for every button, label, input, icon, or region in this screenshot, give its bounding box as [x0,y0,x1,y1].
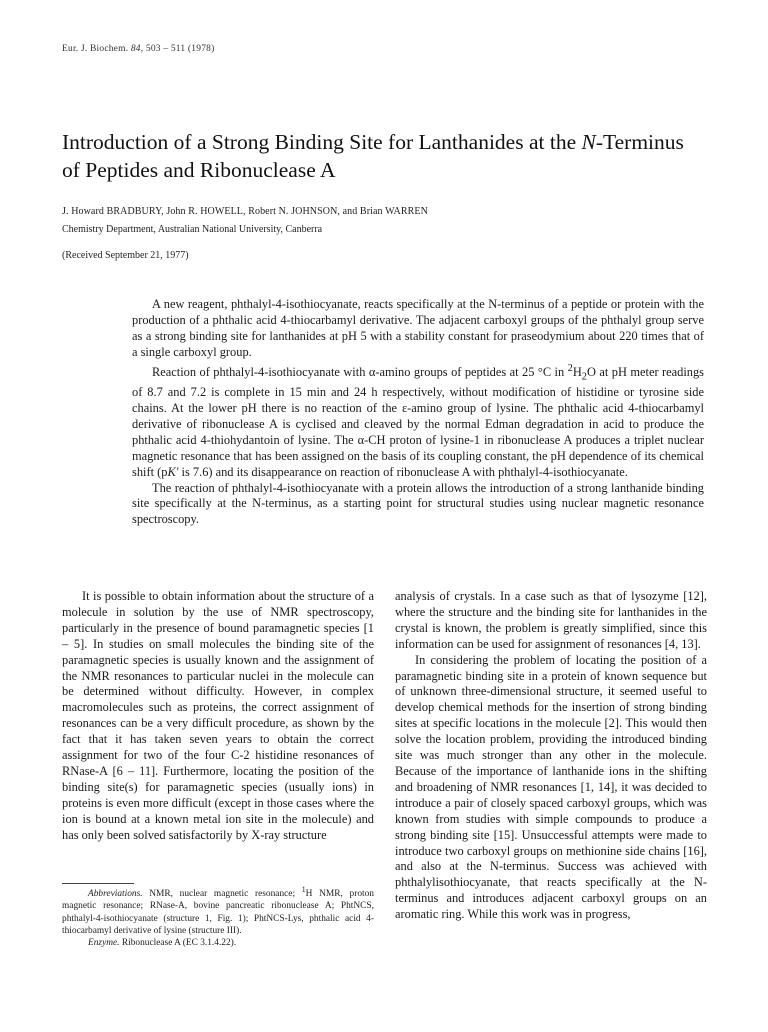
abstract-paragraph-1: A new reagent, phthalyl-4-isothiocyanate, reacts specifically at the N-terminus of a peptide or protein with the production of a phthalic acid 4-thiocarbamyl derivative. The adjacent carboxyl groups of the phthalyl group serve as a strong binding site for lanthanides at pH 5 with a stability constant for praseodymium about 220 times that of a single carboxyl group. [132,297,704,359]
abbreviations-text-a: NMR, nuclear magnetic resonance; [142,889,302,900]
hydrogen-symbol: H [572,364,582,379]
isotope-superscript: 2 [567,362,573,374]
body-paragraph-1: It is possible to obtain information about the structure of a molecule in solution by the use of NMR spectroscopy, particularly in the presence of bound paramagnetic species [1 – 5]. In studies on small molecules the binding site of the paramagnetic species is usually known and the assignment of the NMR resonances to particular nuclei in the molecule can be determined without difficulty. However, in complex macromolecules such as proteins, the correct assignment of resonances can be a very difficult procedure, as shown by the fact that it has taken seven years to obtain the correct assignment for two of the four C-2 histidine resonances of RNase-A [6 – 11]. Furthermore, locating the position of the binding site(s) for paramagnetic species (usually ions) in proteins is even more difficult (except in those cases where the ion is bound at a known metal ion site in the molecule) and has only been solved satisfactorily by X-ray structure [62,589,374,842]
proton-superscript: 1 [301,885,306,894]
paper-title [62,128,702,184]
body-paragraph-continued: analysis of crystals. In a case such as that of lysozyme [12], where the structure and the binding site for lanthanides in the crystal is known, the problem is greatly simplified, since this information can be used for assignment of resonances [4, 13]. [395,589,707,651]
title-part-2: -Terminus of Peptides and Ribonuclease A [62,130,684,182]
abstract-paragraph-2 [132,361,704,481]
water-subscript: 2 [581,371,587,383]
abstract-p2-text-a: Reaction of phthalyl-4-isothiocyanate with α-amino groups of peptides at 25 °C in [152,364,568,379]
footnotes [62,884,374,950]
title-part-1: Introduction of a Strong Binding Site for Lanthanides at the [62,130,582,154]
body-paragraph-2: In considering the problem of locating the position of a paramagnetic binding site in a protein of known sequence but of unknown three-dimensional structure, it seemed useful to develop chemical methods for the insertion of strong binding sites at specific locations in the molecule [2]. This would then solve the location problem, providing the introduced binding site was much stronger than any other in the molecule. Because of the importance of lanthanide ions in the shifting and broadening of NMR resonances [1, 14], it was decided to introduce a pair of closely spaced carboxyl groups, which was known from studies with simple compounds to produce a strong binding site [15]. Unsuccessful attempts were made to introduce two carboxyl groups on methionine side chains [16], and also at the N-terminus. Success was achieved with phthalylisothiocyanate, that reacts specifically at the N-terminus and introduces adjacent carboxyl groups on an aromatic ring. While this work was in progress, [395,652,707,922]
abstract-paragraph-3: The reaction of phthalyl-4-isothiocyanate with a protein allows the introduction of a strong lanthanide binding site specifically at the N-terminus, as a starting point for structural studies using nuclear magnetic resonance spectroscopy. [132,480,704,527]
abbreviations-footnote [62,884,374,937]
abstract [132,297,704,528]
abbreviations-text-b: H NMR, proton magnetic resonance; RNase-A, bovine pancreatic ribonuclease A; PhtNCS, phthalyl-4-isothiocyanate (structure 1, Fig. 1); PhtNCS-Lys, phthalic acid 4-thiocarbamyl derivative of lysine (structure III). [62,889,374,937]
journal-volume: 84, [130,44,144,54]
journal-pages: 503 – 511 (1978) [143,44,215,54]
affiliation: Chemistry Department, Australian National University, Canberra [62,224,323,235]
title-n-italic: N [581,130,596,154]
received-date: (Received September 21, 1977) [62,250,189,261]
abstract-p2-text-c: is 7.6) and its disappearance on reaction of ribonuclease A with phthalyl-4-isothiocyanate. [178,464,628,479]
enzyme-footnote [62,937,374,949]
abbreviations-label: Abbreviations. [88,889,143,900]
journal-reference [62,44,214,54]
authors: J. Howard BRADBURY, John R. HOWELL, Robert N. JOHNSON, and Brian WARREN [62,206,428,217]
enzyme-text: Ribonuclease A (EC 3.1.4.22). [119,938,237,949]
body-column-left [62,589,374,844]
enzyme-label: Enzyme. [88,938,120,949]
abstract-p2-text-b: O at pH meter readings of 8.7 and 7.2 is complete in 15 min and 24 h respectively, without modification of histidine or tyrosine side chains. At the lower pH there is no reaction of the ε-amino group of lysine. The phthalic acid 4-thiocarbamyl derivative of ribonuclease A is cyclised and cleaved by the normal Edman degradation in acid to produce the phthalic acid 4-thiohydantoin of lysine. The α-CH proton of lysine-1 in ribonuclease A produces a triplet nuclear magnetic resonance that has been assigned on the basis of its coupling constant, the pH dependence of its chemical shift (p [132,364,705,479]
journal-name: Eur. J. Biochem. [62,44,131,54]
body-column-right [395,589,707,923]
pk-symbol: K′ [167,464,179,479]
